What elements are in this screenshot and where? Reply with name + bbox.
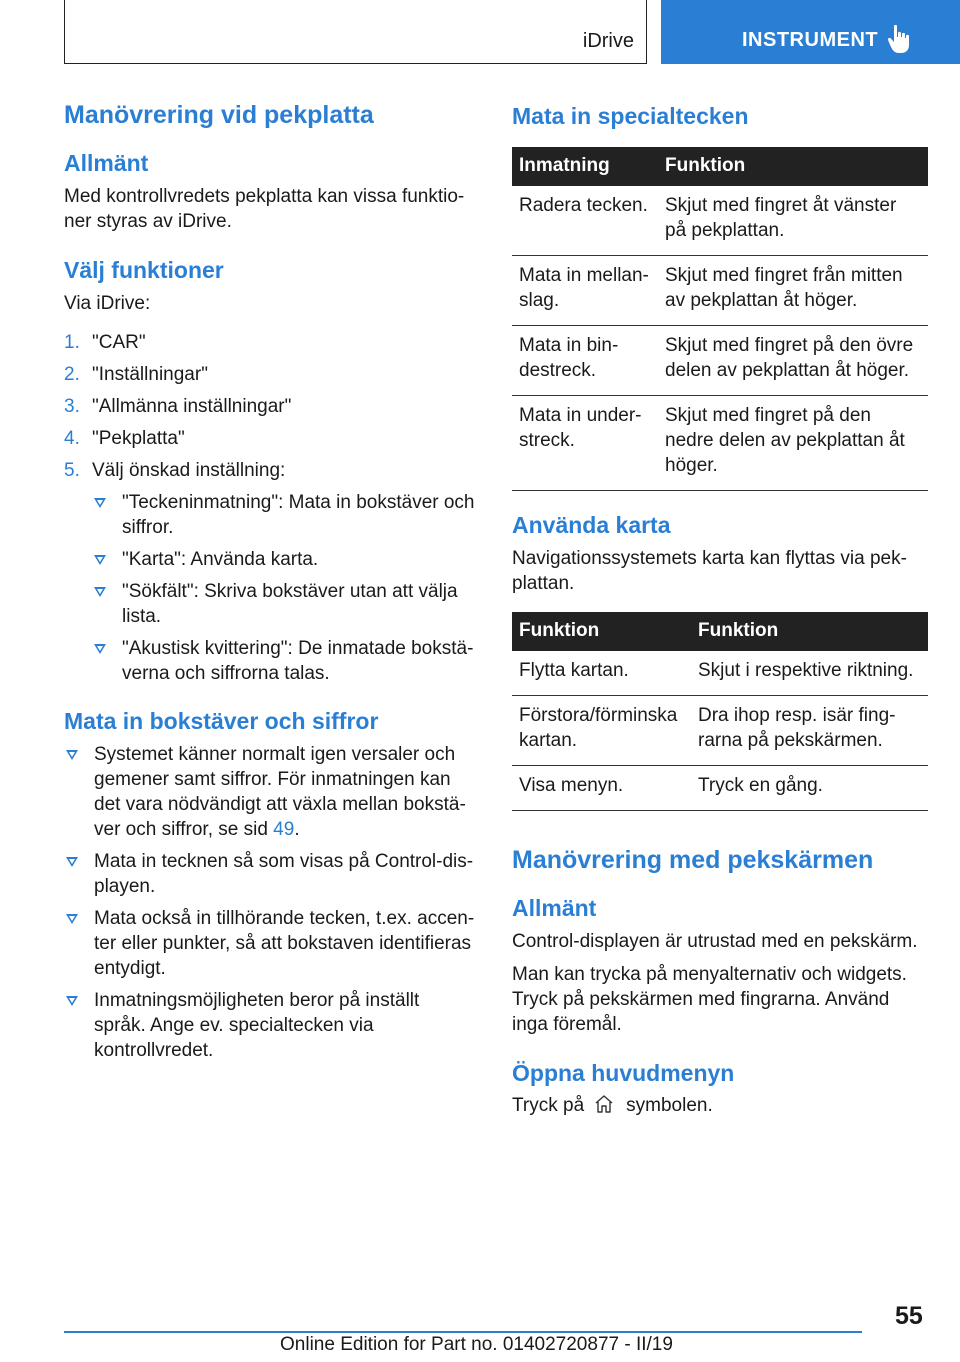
- triangle-bullet-icon: [66, 857, 78, 867]
- letters-item: Mata också in tillhörande tecken, t.ex. accen-ter eller punkter, så att bokstaven identifieras entydigt.: [64, 906, 476, 981]
- header-tab-label: INSTRUMENT: [742, 29, 879, 51]
- header-section-title: iDrive: [582, 30, 634, 52]
- triangle-bullet-icon: [94, 587, 106, 597]
- home-icon: [594, 1094, 614, 1114]
- map-text: Navigationssystemets karta kan flyttas via pek-plattan.: [512, 547, 907, 594]
- main-menu-heading: Öppna huvudmenyn: [512, 1059, 735, 1086]
- letters-item: Mata in tecknen så som visas på Control-dis-playen.: [64, 849, 476, 899]
- substeps-list: [92, 490, 476, 686]
- right-column: [512, 100, 928, 1126]
- substep-item: "Akustisk kvittering": De inmatade bokstä-verna och siffrorna talas.: [92, 636, 476, 686]
- step-item: 1. "CAR": [64, 331, 146, 353]
- triangle-bullet-icon: [94, 498, 106, 508]
- table-row: Mata in mellan-slag. Skjut med fingret från mitten av pekplattan åt höger.: [512, 255, 928, 325]
- triangle-bullet-icon: [94, 555, 106, 565]
- letters-heading: Mata in bokstäver och siffror: [64, 707, 379, 734]
- table-header: Funktion: [658, 147, 928, 186]
- touchpad-title: Manövrering vid pekplatta: [64, 101, 374, 129]
- touchscreen-text-2: Man kan trycka på menyalternativ och widgets. Tryck på pekskärmen med fingrarna. Använd inga föremål.: [512, 963, 907, 1035]
- page-number: 55: [895, 1302, 923, 1330]
- table-row: Mata in bin-destreck. Skjut med fingret på den övre delen av pekplattan åt höger.: [512, 325, 928, 395]
- table-row: Mata in under-streck. Skjut med fingret på den nedre delen av pekplattan åt höger.: [512, 395, 928, 490]
- substep-item: "Sökfält": Skriva bokstäver utan att välja lista.: [92, 579, 476, 629]
- map-table: [512, 612, 928, 811]
- table-row: Flytta kartan. Skjut i respektive riktning.: [512, 651, 928, 696]
- footer-edition: Online Edition for Part no. 01402720877 - II/19: [280, 1334, 673, 1355]
- header-frame: [64, 0, 647, 64]
- special-chars-table: [512, 147, 928, 491]
- main-menu-text: Tryck på symbolen.: [512, 1095, 713, 1117]
- table-row: Radera tecken. Skjut med fingret åt vänster på pekplattan.: [512, 186, 928, 256]
- header-tab-instrument[interactable]: [661, 0, 960, 64]
- special-chars-heading: Mata in specialtecken: [512, 103, 749, 129]
- touchscreen-general-heading: Allmänt: [512, 894, 597, 921]
- footer-divider: [64, 1331, 862, 1333]
- general-heading: Allmänt: [64, 150, 149, 177]
- substep-item: "Teckeninmatning": Mata in bokstäver och siffror.: [92, 490, 476, 540]
- table-header: Inmatning: [512, 147, 658, 186]
- triangle-bullet-icon: [66, 750, 78, 760]
- triangle-bullet-icon: [66, 914, 78, 924]
- table-header: Funktion: [691, 612, 928, 651]
- touchscreen-title: Manövrering med pekskärmen: [512, 845, 874, 874]
- table-header: Funktion: [512, 612, 691, 651]
- letters-item: Inmatningsmöjligheten beror på inställt språk. Ange ev. specialtecken via kontrollvredet.: [64, 988, 476, 1063]
- step-item: 4. "Pekplatta": [64, 427, 185, 449]
- step-item: 2. "Inställningar": [64, 363, 208, 385]
- table-row: Förstora/förminska kartan. Dra ihop resp. isär fing-rarna på pekskärmen.: [512, 695, 928, 765]
- step-item: 5. Välj önskad inställning:: [64, 459, 286, 481]
- page-link[interactable]: 49: [273, 818, 295, 840]
- steps-list: [64, 330, 476, 483]
- general-text: Med kontrollvredets pekplatta kan vissa funktio-ner styras av iDrive.: [64, 186, 465, 232]
- substep-item: "Karta": Använda karta.: [92, 547, 476, 572]
- map-heading: Använda karta: [512, 511, 671, 538]
- select-functions-heading: Välj funktioner: [64, 257, 224, 283]
- hand-pointer-icon: [887, 24, 913, 54]
- triangle-bullet-icon: [66, 996, 78, 1006]
- step-item: 3. "Allmänna inställningar": [64, 395, 292, 417]
- letters-list: [64, 742, 476, 1063]
- letters-item: Systemet känner normalt igen versaler och gemener samt siffror. För inmatningen kan det vara nödvändigt att växla mellan bokstä-ver och siffror, se sid 49.: [64, 742, 476, 842]
- select-intro: Via iDrive:: [64, 292, 151, 314]
- triangle-bullet-icon: [94, 644, 106, 654]
- table-row: Visa menyn. Tryck en gång.: [512, 765, 928, 810]
- left-column: [64, 100, 476, 1070]
- touchscreen-text-1: Control-displayen är utrustad med en pekskärm.: [512, 930, 918, 952]
